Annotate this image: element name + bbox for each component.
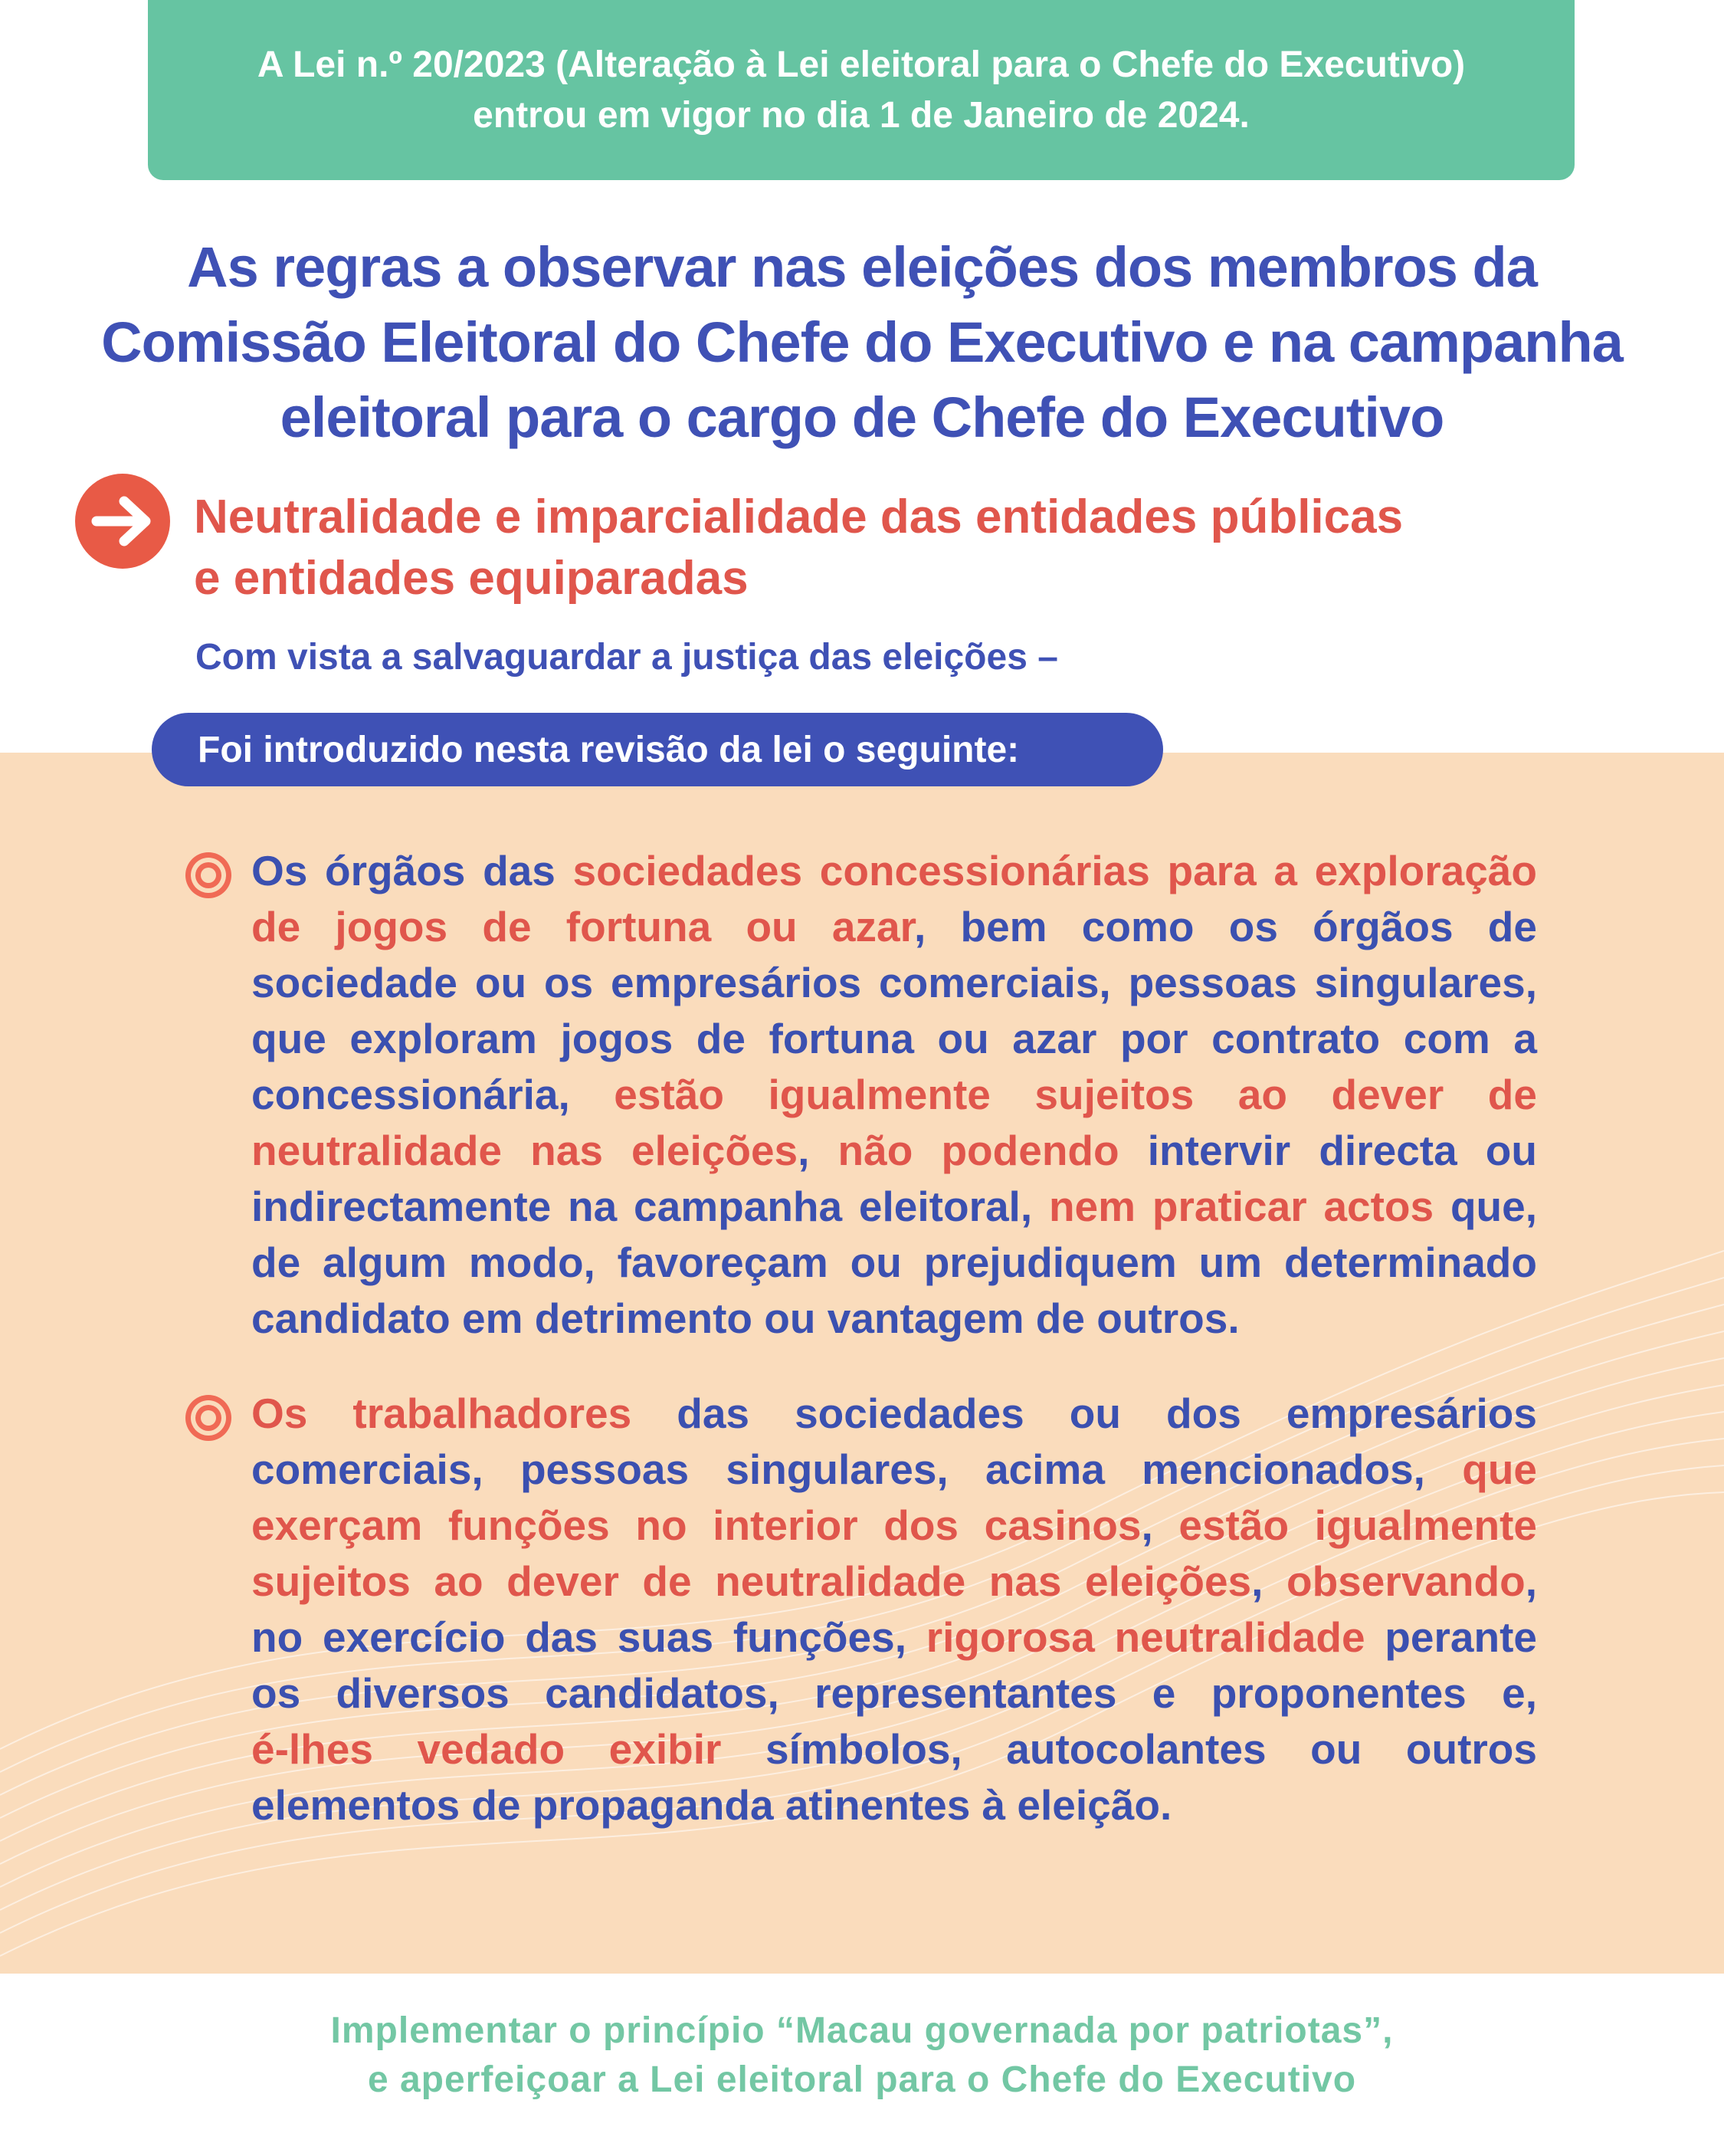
- body-text: ,: [1525, 1557, 1537, 1605]
- body-text: comerciais, pessoas singulares, acima mencionados,: [251, 1446, 1463, 1493]
- notice-line-1: A Lei n.º 20/2023 (Alteração à Lei eleitoral para o Chefe do Executivo): [257, 44, 1466, 85]
- body-text: ,: [798, 1127, 838, 1174]
- footer-slogan: [0, 2007, 1724, 2105]
- target-bullet-icon: [184, 851, 233, 900]
- body-text: que,: [1434, 1183, 1538, 1230]
- paragraph-line: [251, 1721, 1537, 1777]
- body-text: , bem como os órgãos de: [913, 903, 1537, 950]
- body-text: intervir directa ou: [1119, 1127, 1538, 1174]
- body-text: que exploram jogos de fortuna ou azar por contrato com a: [251, 1015, 1537, 1062]
- highlighted-text: observando: [1286, 1557, 1526, 1605]
- paragraph-line: [251, 899, 1537, 955]
- highlighted-text: é-lhes vedado exibir: [251, 1725, 722, 1773]
- paragraph-line: [251, 955, 1537, 1011]
- title-line-3: eleitoral para o cargo de Chefe do Executivo: [280, 386, 1444, 449]
- paragraph-line: [251, 1011, 1537, 1067]
- title-line-2: Comissão Eleitoral do Chefe do Executivo e na campanha: [101, 310, 1623, 374]
- paragraph-line: [251, 1386, 1537, 1442]
- paragraph-line: [251, 1610, 1537, 1665]
- paragraph-line: [251, 1554, 1537, 1610]
- section-line-1: Neutralidade e imparcialidade das entidades públicas: [194, 491, 1404, 543]
- body-text: elementos de propaganda atinentes à eleição.: [251, 1781, 1172, 1829]
- paragraph-line: [251, 1498, 1537, 1554]
- item-paragraph-1: [251, 843, 1537, 1347]
- paragraph-line: [251, 1291, 1537, 1347]
- paragraph-line: [251, 1067, 1537, 1123]
- paragraph-line: [251, 1123, 1537, 1179]
- page-title: [46, 230, 1678, 455]
- highlighted-text: sociedades concessionárias para a exploração: [572, 847, 1537, 894]
- body-text: símbolos, autocolantes ou outros: [721, 1725, 1537, 1773]
- footer-line-1: Implementar o princípio “Macau governada por patriotas”,: [330, 2010, 1394, 2051]
- body-text: das sociedades ou dos empresários: [631, 1390, 1537, 1437]
- paragraph-line: [251, 1235, 1537, 1291]
- revision-pill-label: Foi introduzido nesta revisão da lei o seguinte:: [152, 713, 1163, 786]
- body-text: Os órgãos das: [251, 847, 573, 894]
- law-notice-banner: [148, 0, 1575, 180]
- highlighted-text: que: [1462, 1446, 1537, 1493]
- highlighted-text: neutralidade nas eleições: [251, 1127, 798, 1174]
- body-text: no exercício das suas funções,: [251, 1613, 926, 1661]
- section-line-2: e entidades equiparadas: [194, 552, 749, 605]
- paragraph-line: [251, 1777, 1537, 1833]
- highlighted-text: exerçam funções no interior dos casinos: [251, 1501, 1142, 1549]
- highlighted-text: nem praticar actos: [1048, 1183, 1434, 1230]
- highlighted-text: não podendo: [837, 1127, 1119, 1174]
- paragraph-line: [251, 1442, 1537, 1498]
- body-text: ,: [1141, 1501, 1179, 1549]
- highlighted-text: de jogos de fortuna ou azar: [251, 903, 914, 950]
- footer-line-2: e aperfeiçoar a Lei eleitoral para o Chefe do Executivo: [367, 2059, 1357, 2100]
- body-text: candidato em detrimento ou vantagem de outros.: [251, 1295, 1240, 1342]
- paragraph-line: [251, 843, 1537, 899]
- highlighted-text: rigorosa neutralidade: [926, 1613, 1365, 1661]
- notice-line-2: entrou em vigor no dia 1 de Janeiro de 2024.: [473, 94, 1250, 136]
- highlighted-text: sujeitos ao dever de neutralidade nas eleições: [251, 1557, 1252, 1605]
- paragraph-line: [251, 1665, 1537, 1721]
- body-text: ,: [1251, 1557, 1286, 1605]
- body-text: concessionária,: [251, 1071, 615, 1118]
- highlighted-text: estão igualmente: [1178, 1501, 1538, 1549]
- target-bullet-icon: [184, 1393, 233, 1442]
- body-text: de algum modo, favoreçam ou prejudiquem um determinado: [251, 1239, 1537, 1286]
- highlighted-text: estão igualmente sujeitos ao dever de: [614, 1071, 1537, 1118]
- paragraph-line: [251, 1179, 1537, 1235]
- section-subtitle: Com vista a salvaguardar a justiça das eleições –: [195, 637, 1058, 678]
- body-text: perante: [1365, 1613, 1537, 1661]
- title-line-1: As regras a observar nas eleições dos membros da: [187, 235, 1537, 299]
- body-text: sociedade ou os empresários comerciais, pessoas singulares,: [251, 959, 1537, 1006]
- item-paragraph-2: [251, 1386, 1537, 1833]
- highlighted-text: Os trabalhadores: [251, 1390, 632, 1437]
- arrow-right-icon: [75, 474, 170, 569]
- body-text: os diversos candidatos, representantes e proponentes e,: [251, 1669, 1537, 1717]
- section-heading: [194, 487, 1688, 609]
- body-text: indirectamente na campanha eleitoral,: [251, 1183, 1049, 1230]
